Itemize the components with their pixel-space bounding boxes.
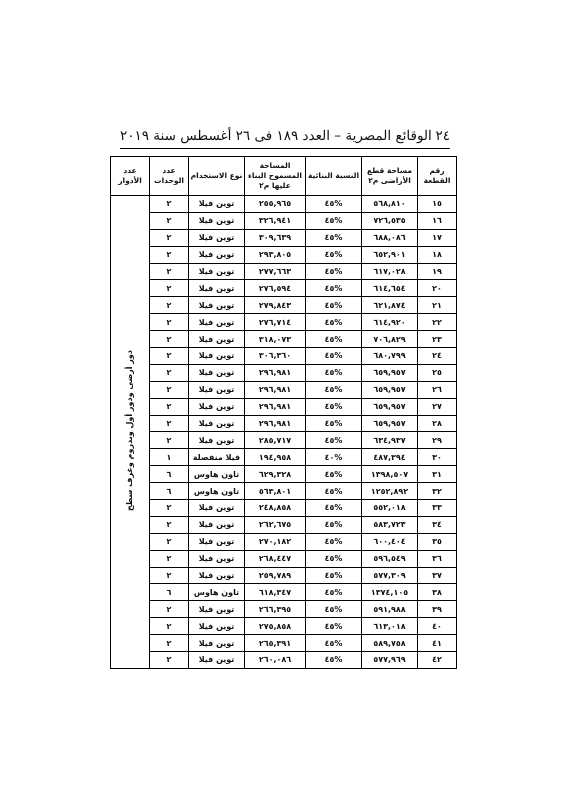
plot-number-cell: ٢٠ [418, 280, 457, 297]
units-cell: ٢ [150, 246, 189, 263]
building-ratio-cell: %٤٥ [306, 297, 362, 314]
plot-area-cell: ٦٠٠,٤٠٤ [362, 533, 418, 550]
plot-area-cell: ٥٩١,٩٨٨ [362, 601, 418, 618]
units-cell: ٢ [150, 314, 189, 331]
plot-number-cell: ٣٨ [418, 584, 457, 601]
building-ratio-cell: %٤٥ [306, 635, 362, 652]
building-ratio-cell: %٤٥ [306, 415, 362, 432]
page-header [120, 128, 450, 150]
building-ratio-cell: %٤٥ [306, 584, 362, 601]
plot-number-cell: ١٥ [418, 196, 457, 213]
units-cell: ٢ [150, 618, 189, 635]
allowed-area-cell: ٣٠٩,٦٣٩ [245, 229, 306, 246]
col-header-plot-number: رقم القطعة [418, 157, 457, 196]
units-cell: ٢ [150, 533, 189, 550]
building-ratio-cell: %٤٥ [306, 516, 362, 533]
plot-area-cell: ٦٢١,٨٧٤ [362, 297, 418, 314]
page-number: ٢٤ [435, 128, 450, 144]
allowed-area-cell: ٣١٨,٠٧٣ [245, 331, 306, 348]
usage-type-cell: توين فيلا [189, 567, 245, 584]
allowed-area-cell: ٢٦٥,٣٩١ [245, 635, 306, 652]
table-row [111, 263, 457, 280]
plot-area-cell: ٥٥٢,٠١٨ [362, 500, 418, 517]
usage-type-cell: توين فيلا [189, 398, 245, 415]
plot-number-cell: ١٩ [418, 263, 457, 280]
plot-area-cell: ٦٥٩,٩٥٧ [362, 364, 418, 381]
allowed-area-cell: ٢٥٩,٧٨٩ [245, 567, 306, 584]
units-cell: ٢ [150, 635, 189, 652]
table-row [111, 415, 457, 432]
usage-type-cell: تاون هاوس [189, 584, 245, 601]
usage-type-cell: توين فيلا [189, 314, 245, 331]
units-cell: ٢ [150, 516, 189, 533]
plot-number-cell: ١٨ [418, 246, 457, 263]
plot-area-cell: ١٣٩٨,٥٠٧ [362, 466, 418, 483]
units-cell: ٢ [150, 550, 189, 567]
usage-type-cell: تاون هاوس [189, 466, 245, 483]
plot-area-cell: ٦١٧,٠٢٨ [362, 263, 418, 280]
usage-type-cell: توين فيلا [189, 348, 245, 365]
usage-type-cell: توين فيلا [189, 533, 245, 550]
usage-type-cell: توين فيلا [189, 635, 245, 652]
plot-number-cell: ٣٤ [418, 516, 457, 533]
plot-area-cell: ٥٨٣,٧٢٣ [362, 516, 418, 533]
plot-number-cell: ٣١ [418, 466, 457, 483]
plot-area-cell: ٦٥٩,٩٥٧ [362, 398, 418, 415]
table-row [111, 314, 457, 331]
col-header-usage-type: نوع الاستخدام [189, 157, 245, 196]
col-header-units: عدد الوحدات [150, 157, 189, 196]
plot-area-cell: ٦٥٩,٩٥٧ [362, 415, 418, 432]
plot-area-cell: ٥٨٩,٧٥٨ [362, 635, 418, 652]
plot-area-cell: ٦٨٠,٧٩٩ [362, 348, 418, 365]
usage-type-cell: توين فيلا [189, 618, 245, 635]
usage-type-cell: توين فيلا [189, 196, 245, 213]
building-ratio-cell: %٤٥ [306, 652, 362, 669]
units-cell: ٦ [150, 483, 189, 500]
usage-type-cell: توين فيلا [189, 212, 245, 229]
units-cell: ٢ [150, 263, 189, 280]
allowed-area-cell: ٢٦٨,٤٤٧ [245, 550, 306, 567]
usage-type-cell: توين فيلا [189, 500, 245, 517]
allowed-area-cell: ٢٧٥,٨٥٨ [245, 618, 306, 635]
plot-number-cell: ٤١ [418, 635, 457, 652]
building-ratio-cell: %٤٥ [306, 398, 362, 415]
plot-number-cell: ٢٩ [418, 432, 457, 449]
plot-number-cell: ٢٢ [418, 314, 457, 331]
header-rule [120, 148, 450, 149]
building-ratio-cell: %٤٥ [306, 533, 362, 550]
building-ratio-cell: %٤٥ [306, 246, 362, 263]
table-row [111, 516, 457, 533]
units-cell: ٢ [150, 196, 189, 213]
plot-number-cell: ٣٠ [418, 449, 457, 466]
plot-number-cell: ٢١ [418, 297, 457, 314]
allowed-area-cell: ٢٥٥,٩٦٥ [245, 196, 306, 213]
plot-area-cell: ٦٥٩,٩٥٧ [362, 381, 418, 398]
units-cell: ٢ [150, 364, 189, 381]
table-row [111, 212, 457, 229]
plot-number-cell: ٣٦ [418, 550, 457, 567]
table-row [111, 348, 457, 365]
allowed-area-cell: ١٩٤,٩٥٨ [245, 449, 306, 466]
allowed-area-cell: ٢٧٧,٦٦٣ [245, 263, 306, 280]
allowed-area-cell: ٢٧٩,٨٤٣ [245, 297, 306, 314]
col-header-plot-area: مساحة قطع الأراضى م٢ [362, 157, 418, 196]
building-ratio-cell: %٤٥ [306, 550, 362, 567]
table-row [111, 483, 457, 500]
units-cell: ٢ [150, 297, 189, 314]
table-row [111, 601, 457, 618]
plot-area-cell: ٤٨٧,٣٩٤ [362, 449, 418, 466]
plot-number-cell: ٣٥ [418, 533, 457, 550]
plot-area-cell: ٦٥٢,٩٠١ [362, 246, 418, 263]
plot-number-cell: ٣٧ [418, 567, 457, 584]
usage-type-cell: توين فيلا [189, 381, 245, 398]
building-ratio-cell: %٤٥ [306, 500, 362, 517]
plot-number-cell: ٣٩ [418, 601, 457, 618]
plot-number-cell: ٢٦ [418, 381, 457, 398]
allowed-area-cell: ٢٩٦,٩٨١ [245, 364, 306, 381]
units-cell: ٢ [150, 212, 189, 229]
allowed-area-cell: ٢٤٨,٨٥٨ [245, 500, 306, 517]
plot-area-cell: ٥٧٧,٩٦٩ [362, 652, 418, 669]
col-header-allowed-area: المساحة المسموح البناء عليها م٢ [245, 157, 306, 196]
plot-number-cell: ٢٥ [418, 364, 457, 381]
building-ratio-cell: %٤٠ [306, 449, 362, 466]
table-row [111, 584, 457, 601]
table-row [111, 398, 457, 415]
units-cell: ٢ [150, 415, 189, 432]
table-row [111, 364, 457, 381]
usage-type-cell: توين فيلا [189, 297, 245, 314]
building-ratio-cell: %٤٥ [306, 567, 362, 584]
usage-type-cell: توين فيلا [189, 229, 245, 246]
building-ratio-cell: %٤٥ [306, 280, 362, 297]
plot-number-cell: ٣٢ [418, 483, 457, 500]
col-header-floors: عدد الأدوار [111, 157, 150, 196]
usage-type-cell: تاون هاوس [189, 483, 245, 500]
table-row [111, 652, 457, 669]
usage-type-cell: توين فيلا [189, 432, 245, 449]
table-row [111, 280, 457, 297]
allowed-area-cell: ٢٧٠,١٨٢ [245, 533, 306, 550]
table-row [111, 449, 457, 466]
table-row [111, 533, 457, 550]
plot-number-cell: ٣٣ [418, 500, 457, 517]
plot-area-cell: ١٢٥٢,٨٩٢ [362, 483, 418, 500]
table-row [111, 297, 457, 314]
table-row [111, 196, 457, 213]
building-ratio-cell: %٤٥ [306, 229, 362, 246]
usage-type-cell: توين فيلا [189, 280, 245, 297]
usage-type-cell: توين فيلا [189, 364, 245, 381]
table-row [111, 466, 457, 483]
allowed-area-cell: ٢٩٦,٩٨١ [245, 415, 306, 432]
building-ratio-cell: %٤٥ [306, 466, 362, 483]
plot-number-cell: ٢٣ [418, 331, 457, 348]
plot-number-cell: ٤٠ [418, 618, 457, 635]
usage-type-cell: توين فيلا [189, 550, 245, 567]
plot-area-cell: ٥٧٧,٣٠٩ [362, 567, 418, 584]
floors-cell [111, 196, 150, 669]
units-cell: ٢ [150, 601, 189, 618]
allowed-area-cell: ٣٠٦,٣٦٠ [245, 348, 306, 365]
table-body [111, 196, 457, 669]
gazette-title: الوقائع المصرية – العدد ١٨٩ فى ٢٦ أغسطس سنة ٢٠١٩ [120, 128, 432, 144]
plot-number-cell: ٢٨ [418, 415, 457, 432]
allowed-area-cell: ٢٦٢,٦٧٥ [245, 516, 306, 533]
table-row [111, 550, 457, 567]
building-ratio-cell: %٤٥ [306, 314, 362, 331]
plot-number-cell: ٢٤ [418, 348, 457, 365]
units-cell: ٢ [150, 652, 189, 669]
plot-area-cell: ٦٣٤,٩٣٧ [362, 432, 418, 449]
building-ratio-cell: %٤٥ [306, 432, 362, 449]
allowed-area-cell: ٢٩٦,٩٨١ [245, 381, 306, 398]
allowed-area-cell: ٢٦٠,٠٨٦ [245, 652, 306, 669]
plot-area-cell: ٦٨٨,٠٨٦ [362, 229, 418, 246]
floors-text: دور أرضى ودور أول وبدروم وغرف سطح [125, 350, 134, 512]
units-cell: ٦ [150, 466, 189, 483]
allowed-area-cell: ٦٢٩,٣٢٨ [245, 466, 306, 483]
building-ratio-cell: %٤٥ [306, 263, 362, 280]
table-row [111, 381, 457, 398]
usage-type-cell: توين فيلا [189, 331, 245, 348]
usage-type-cell: توين فيلا [189, 601, 245, 618]
usage-type-cell: توين فيلا [189, 415, 245, 432]
usage-type-cell: توين فيلا [189, 246, 245, 263]
building-ratio-cell: %٤٥ [306, 348, 362, 365]
table-row [111, 500, 457, 517]
table-row [111, 432, 457, 449]
plot-area-cell: ٦١٤,٦٥٤ [362, 280, 418, 297]
allowed-area-cell: ٢٦٦,٣٩٥ [245, 601, 306, 618]
units-cell: ٢ [150, 229, 189, 246]
allowed-area-cell: ٢٩٦,٩٨١ [245, 398, 306, 415]
allowed-area-cell: ٥٦٣,٨٠١ [245, 483, 306, 500]
plot-area-cell: ٧٢٦,٥٣٥ [362, 212, 418, 229]
units-cell: ٢ [150, 432, 189, 449]
allowed-area-cell: ٣٢٦,٩٤١ [245, 212, 306, 229]
usage-type-cell: توين فيلا [189, 263, 245, 280]
plot-area-cell: ٦١٣,٠١٨ [362, 618, 418, 635]
table-row [111, 331, 457, 348]
building-ratio-cell: %٤٥ [306, 331, 362, 348]
table-row [111, 246, 457, 263]
allowed-area-cell: ٦١٨,٣٤٧ [245, 584, 306, 601]
units-cell: ١ [150, 449, 189, 466]
table-header-row [111, 157, 457, 196]
plot-area-cell: ٥٦٨,٨١٠ [362, 196, 418, 213]
building-ratio-cell: %٤٥ [306, 212, 362, 229]
usage-type-cell: توين فيلا [189, 516, 245, 533]
units-cell: ٢ [150, 500, 189, 517]
allowed-area-cell: ٢٧٦,٧١٤ [245, 314, 306, 331]
plots-table [110, 156, 457, 669]
plot-number-cell: ١٧ [418, 229, 457, 246]
allowed-area-cell: ٢٧٦,٥٩٤ [245, 280, 306, 297]
units-cell: ٢ [150, 567, 189, 584]
allowed-area-cell: ٢٨٥,٧١٧ [245, 432, 306, 449]
plot-area-cell: ٥٩٦,٥٤٩ [362, 550, 418, 567]
table-row [111, 229, 457, 246]
building-ratio-cell: %٤٥ [306, 601, 362, 618]
units-cell: ٢ [150, 331, 189, 348]
usage-type-cell: توين فيلا [189, 652, 245, 669]
building-ratio-cell: %٤٥ [306, 381, 362, 398]
building-ratio-cell: %٤٥ [306, 483, 362, 500]
units-cell: ٢ [150, 398, 189, 415]
plot-area-cell: ٧٠٦,٨٢٩ [362, 331, 418, 348]
building-ratio-cell: %٤٥ [306, 364, 362, 381]
table-row [111, 635, 457, 652]
plot-area-cell: ١٣٧٤,١٠٥ [362, 584, 418, 601]
plot-number-cell: ٤٢ [418, 652, 457, 669]
plot-area-cell: ٦١٤,٩٢٠ [362, 314, 418, 331]
table-row [111, 567, 457, 584]
col-header-building-ratio: النسبة البنائية [306, 157, 362, 196]
units-cell: ٢ [150, 348, 189, 365]
table-row [111, 618, 457, 635]
units-cell: ٢ [150, 381, 189, 398]
building-ratio-cell: %٤٥ [306, 196, 362, 213]
usage-type-cell: فيلا منفصلة [189, 449, 245, 466]
units-cell: ٢ [150, 280, 189, 297]
plot-number-cell: ٢٧ [418, 398, 457, 415]
building-ratio-cell: %٤٥ [306, 618, 362, 635]
allowed-area-cell: ٢٩٣,٨٠٥ [245, 246, 306, 263]
plot-number-cell: ١٦ [418, 212, 457, 229]
units-cell: ٦ [150, 584, 189, 601]
